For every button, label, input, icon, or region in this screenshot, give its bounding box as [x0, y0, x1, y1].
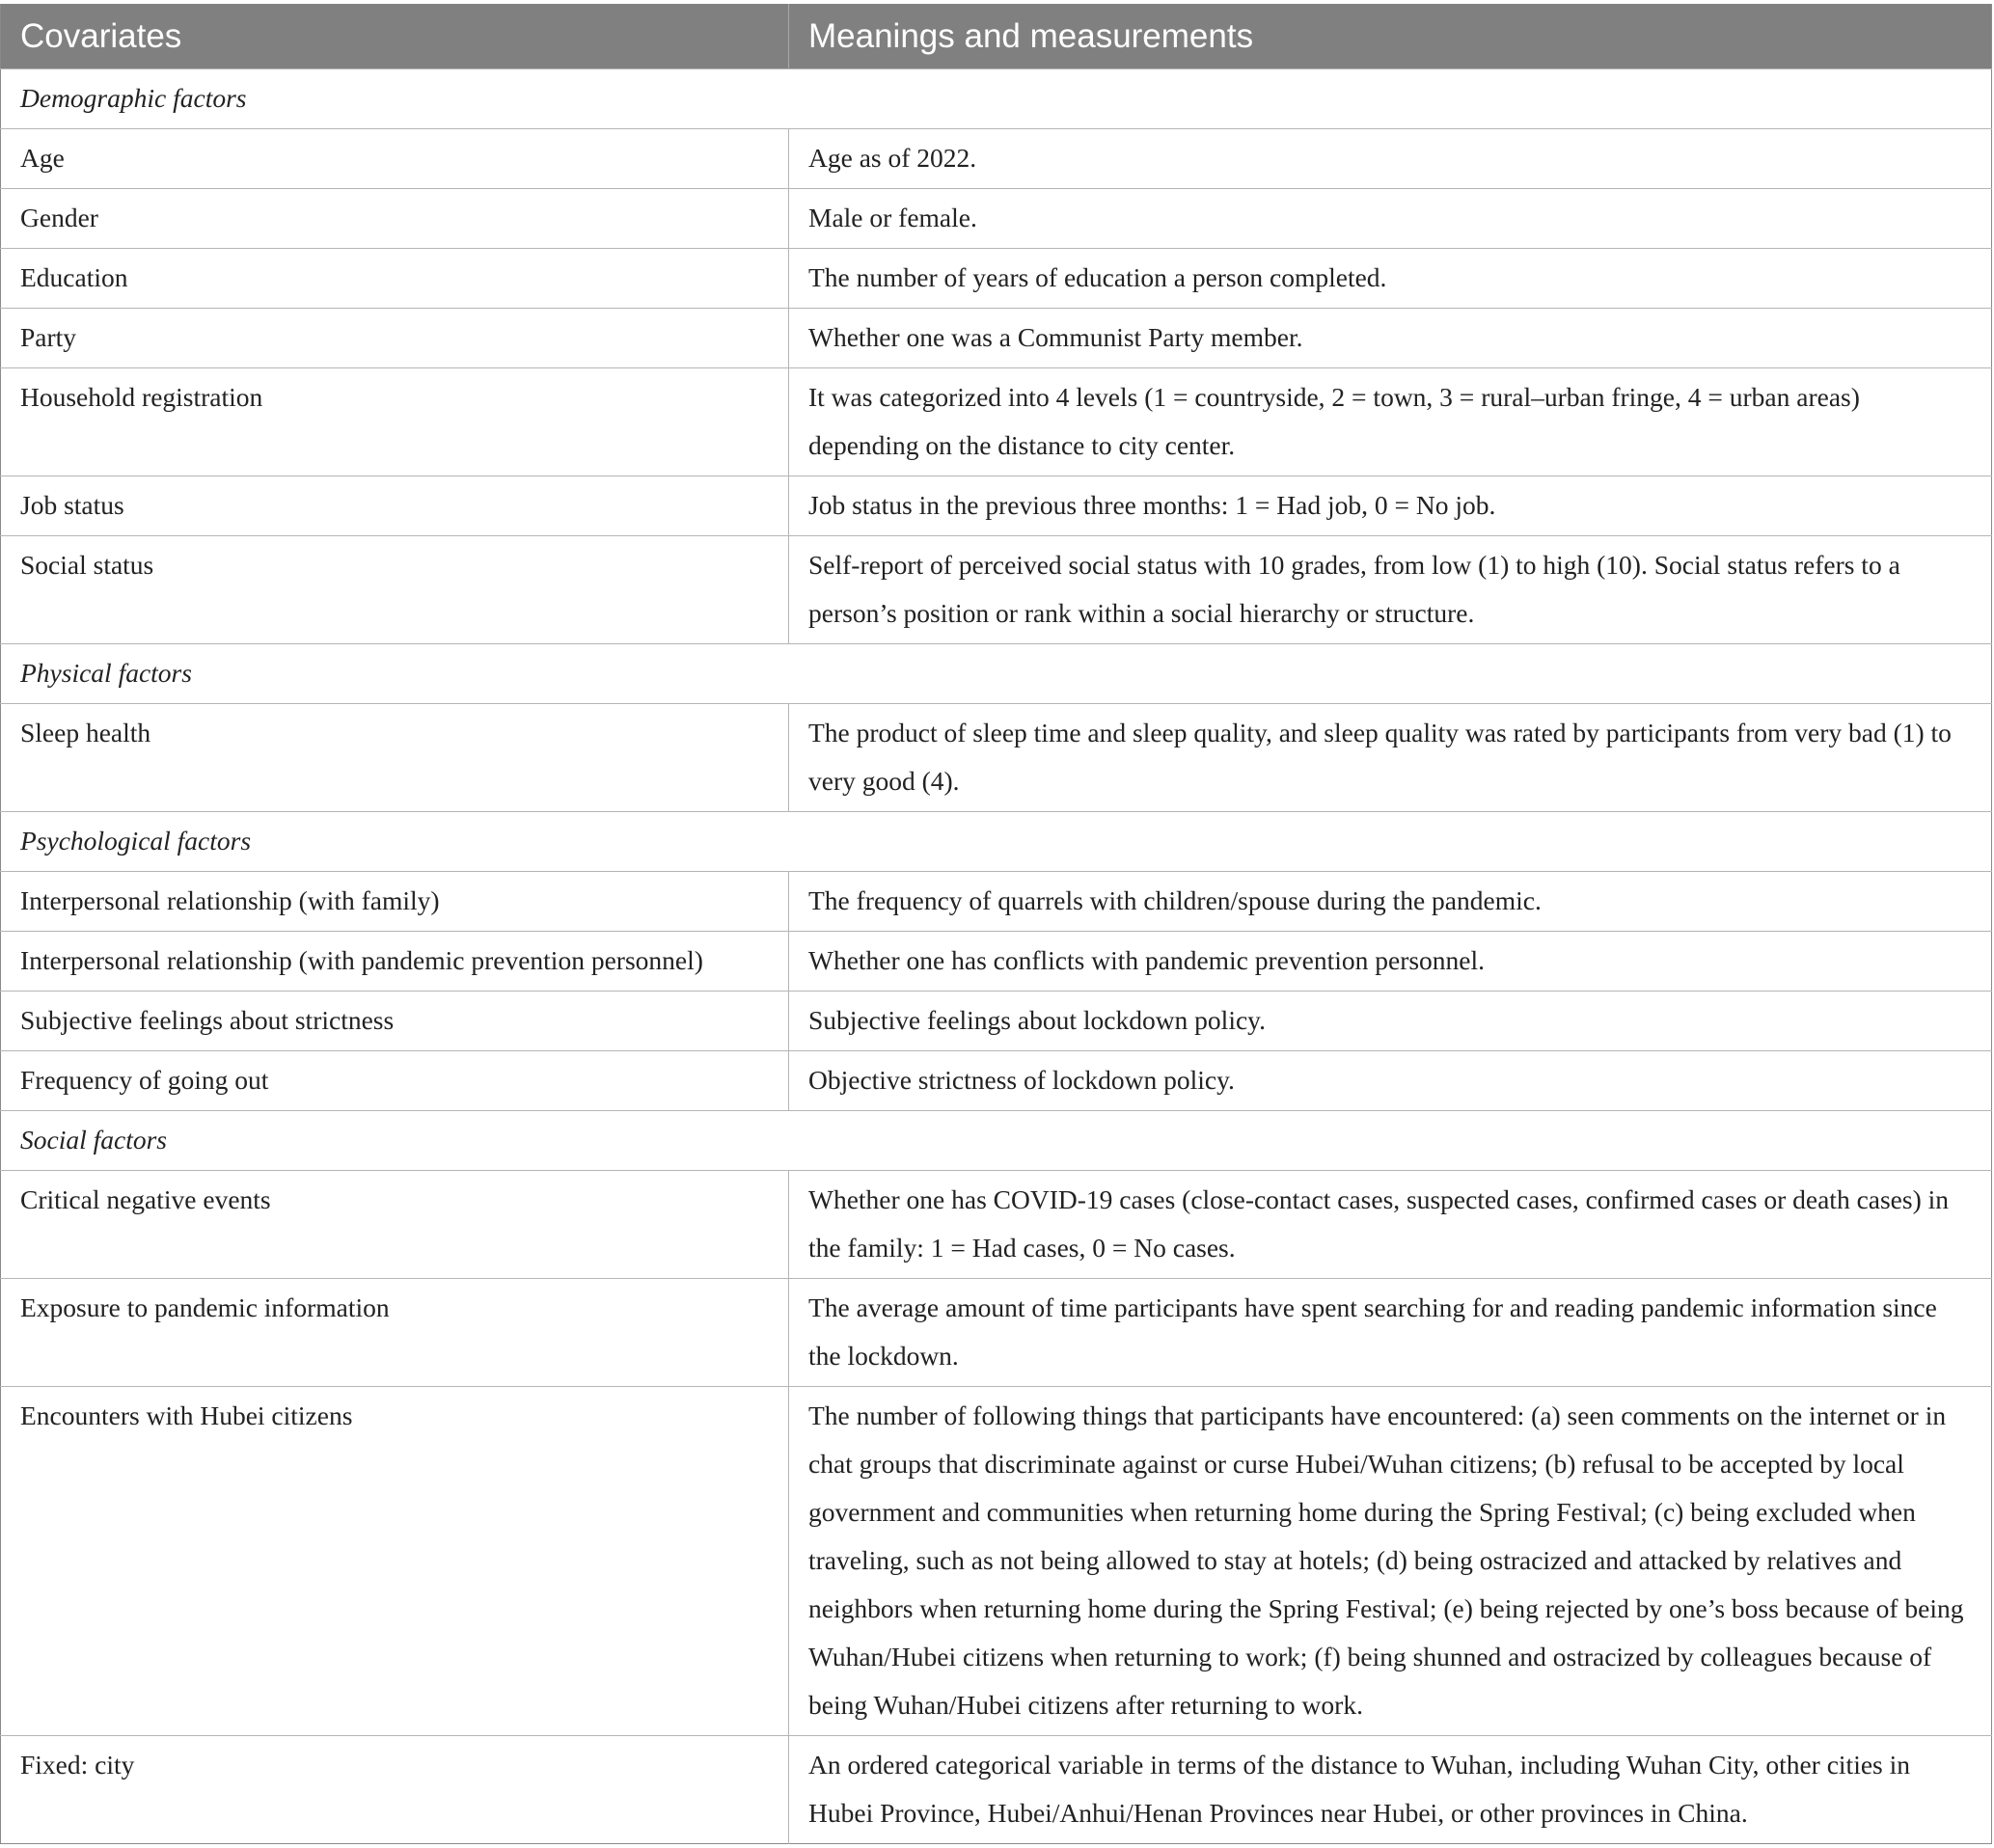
- meaning-cell: The product of sleep time and sleep quality, and sleep quality was rated by participants from very bad (1) to very good (4).: [789, 704, 1992, 812]
- meaning-cell: Subjective feelings about lockdown policy.: [789, 992, 1992, 1051]
- meaning-cell: The frequency of quarrels with children/spouse during the pandemic.: [789, 872, 1992, 932]
- section-row: [1, 644, 1992, 704]
- table-row: [1, 476, 1992, 536]
- meaning-cell: Objective strictness of lockdown policy.: [789, 1051, 1992, 1111]
- section-row: [1, 1111, 1992, 1171]
- header-covariates: Covariates: [1, 4, 789, 69]
- meaning-cell: Whether one has COVID-19 cases (close-contact cases, suspected cases, confirmed cases or death cases) in the family: 1 = Had cases, 0 = No cases.: [789, 1171, 1992, 1279]
- meaning-cell: The number of following things that participants have encountered: (a) seen comments on the internet or in chat groups that discriminate against or curse Hubei/Wuhan citizens; (b) refusal to be accepted by local government and communities when returning home during the Spring Festival; (c) being excluded when traveling, such as not being allowed to stay at hotels; (d) being ostracized and attacked by relatives and neighbors when returning home during the Spring Festival; (e) being rejected by one’s boss because of being Wuhan/Hubei citizens when returning to work; (f) being shunned and ostracized by colleagues because of being Wuhan/Hubei citizens after returning to work.: [789, 1387, 1992, 1736]
- header-row: [1, 4, 1992, 69]
- section-row: [1, 812, 1992, 872]
- covariate-cell: Interpersonal relationship (with family): [1, 872, 789, 932]
- section-label: Social factors: [1, 1111, 1992, 1171]
- meaning-cell: An ordered categorical variable in terms of the distance to Wuhan, including Wuhan City, other cities in Hubei Province, Hubei/Anhui/Henan Provinces near Hubei, or other provinces in China.: [789, 1736, 1992, 1844]
- covariate-cell: Subjective feelings about strictness: [1, 992, 789, 1051]
- meaning-cell: Age as of 2022.: [789, 129, 1992, 189]
- covariate-cell: Social status: [1, 536, 789, 644]
- table-row: [1, 309, 1992, 368]
- covariate-cell: Age: [1, 129, 789, 189]
- covariate-cell: Gender: [1, 189, 789, 249]
- table-row: [1, 189, 1992, 249]
- table-row: [1, 536, 1992, 644]
- table-row: [1, 129, 1992, 189]
- table-row: [1, 1387, 1992, 1736]
- section-row: [1, 69, 1992, 129]
- meaning-cell: Male or female.: [789, 189, 1992, 249]
- section-label: Psychological factors: [1, 812, 1992, 872]
- covariate-cell: Encounters with Hubei citizens: [1, 1387, 789, 1736]
- meaning-cell: Whether one has conflicts with pandemic prevention personnel.: [789, 932, 1992, 992]
- table-row: [1, 1736, 1992, 1844]
- covariate-cell: Sleep health: [1, 704, 789, 812]
- table-row: [1, 368, 1992, 476]
- covariates-table: [0, 4, 1992, 1844]
- table-row: [1, 1171, 1992, 1279]
- table-row: [1, 249, 1992, 309]
- meaning-cell: The number of years of education a person completed.: [789, 249, 1992, 309]
- covariate-cell: Frequency of going out: [1, 1051, 789, 1111]
- meaning-cell: Job status in the previous three months: 1 = Had job, 0 = No job.: [789, 476, 1992, 536]
- table-row: [1, 932, 1992, 992]
- meaning-cell: The average amount of time participants have spent searching for and reading pandemic information since the lockdown.: [789, 1279, 1992, 1387]
- covariate-cell: Job status: [1, 476, 789, 536]
- meaning-cell: It was categorized into 4 levels (1 = countryside, 2 = town, 3 = rural–urban fringe, 4 = urban areas) depending on the distance to city center.: [789, 368, 1992, 476]
- covariates-table-container: [0, 4, 1991, 1844]
- covariate-cell: Fixed: city: [1, 1736, 789, 1844]
- section-label: Demographic factors: [1, 69, 1992, 129]
- table-row: [1, 1051, 1992, 1111]
- covariate-cell: Party: [1, 309, 789, 368]
- covariate-cell: Education: [1, 249, 789, 309]
- table-header: [1, 4, 1992, 69]
- table-row: [1, 704, 1992, 812]
- covariate-cell: Interpersonal relationship (with pandemic prevention personnel): [1, 932, 789, 992]
- section-label: Physical factors: [1, 644, 1992, 704]
- covariate-cell: Critical negative events: [1, 1171, 789, 1279]
- table-row: [1, 1279, 1992, 1387]
- table-row: [1, 992, 1992, 1051]
- meaning-cell: Self-report of perceived social status with 10 grades, from low (1) to high (10). Social status refers to a person’s position or rank within a social hierarchy or structure.: [789, 536, 1992, 644]
- header-meanings: Meanings and measurements: [789, 4, 1992, 69]
- table-row: [1, 872, 1992, 932]
- table-body: [1, 69, 1992, 1844]
- covariate-cell: Household registration: [1, 368, 789, 476]
- covariate-cell: Exposure to pandemic information: [1, 1279, 789, 1387]
- meaning-cell: Whether one was a Communist Party member.: [789, 309, 1992, 368]
